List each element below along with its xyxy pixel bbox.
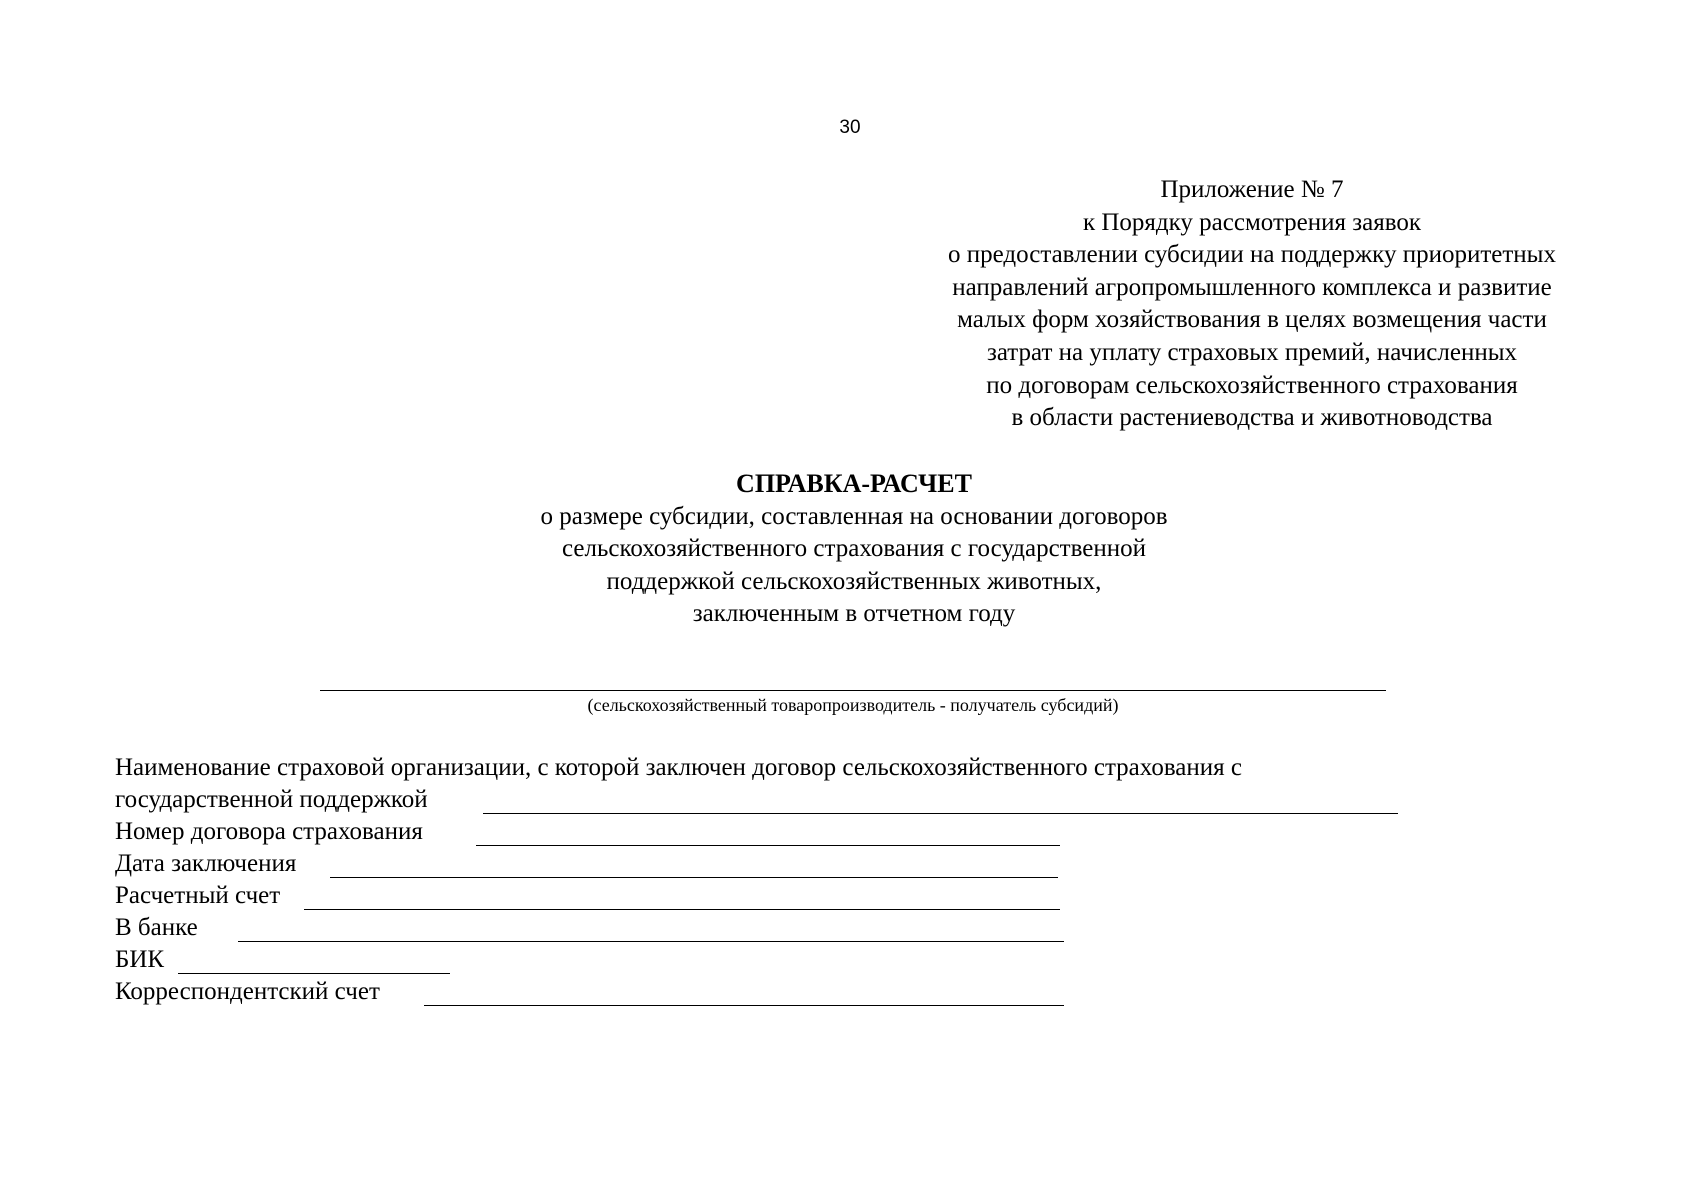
appendix-line: Приложение № 7 [1160, 176, 1344, 203]
bank-fill-line[interactable] [238, 941, 1064, 942]
appendix-line: направлений агропромышленного комплекса и развитие [952, 273, 1552, 301]
settlement-account-label: Расчетный счет [115, 882, 281, 909]
page-number: 30 [839, 117, 861, 138]
document-title-block [384, 468, 1324, 631]
settlement-account-fill-line[interactable] [304, 909, 1060, 910]
document-title: СПРАВКА-РАСЧЕТ [736, 469, 972, 498]
appendix-line: малых форм хозяйствования в целях возмещения части [957, 306, 1547, 334]
bik-fill-line[interactable] [178, 973, 450, 974]
document-subtitle-line: о размере субсидии, составленная на основании договоров [540, 502, 1168, 530]
recipient-caption: (сельскохозяйственный товаропроизводитель - получатель субсидий) [587, 695, 1119, 715]
document-subtitle-line: заключенным в отчетном году [692, 600, 1016, 628]
insurer-fill-line[interactable] [483, 813, 1398, 814]
appendix-line: затрат на уплату страховых премий, начисленных [986, 338, 1518, 366]
correspondent-account-label: Корреспондентский счет [115, 978, 380, 1005]
contract-number-label: Номер договора страхования [115, 818, 423, 845]
appendix-line: к Порядку рассмотрения заявок [1082, 208, 1422, 236]
appendix-line: в области растениеводства и животноводства [1011, 404, 1493, 432]
contract-number-fill-line[interactable] [476, 845, 1060, 846]
conclusion-date-label: Дата заключения [115, 850, 297, 877]
bik-label: БИК [115, 946, 165, 973]
recipient-fill-line[interactable] [320, 690, 1386, 691]
appendix-line: о предоставлении субсидии на поддержку приоритетных [948, 241, 1556, 269]
conclusion-date-fill-line[interactable] [330, 877, 1058, 878]
document-subtitle-line: сельскохозяйственного страхования с государственной [561, 535, 1146, 563]
bank-label: В банке [115, 914, 198, 941]
appendix-header [872, 174, 1632, 435]
document-subtitle-line: поддержкой сельскохозяйственных животных, [606, 567, 1102, 595]
correspondent-account-fill-line[interactable] [424, 1005, 1064, 1006]
insurer-label-line2: государственной поддержкой [115, 786, 428, 813]
appendix-line: по договорам сельскохозяйственного страхования [986, 371, 1518, 399]
insurer-label-line1: Наименование страховой организации, с которой заключен договор сельскохозяйственного страхования с [115, 754, 1243, 781]
